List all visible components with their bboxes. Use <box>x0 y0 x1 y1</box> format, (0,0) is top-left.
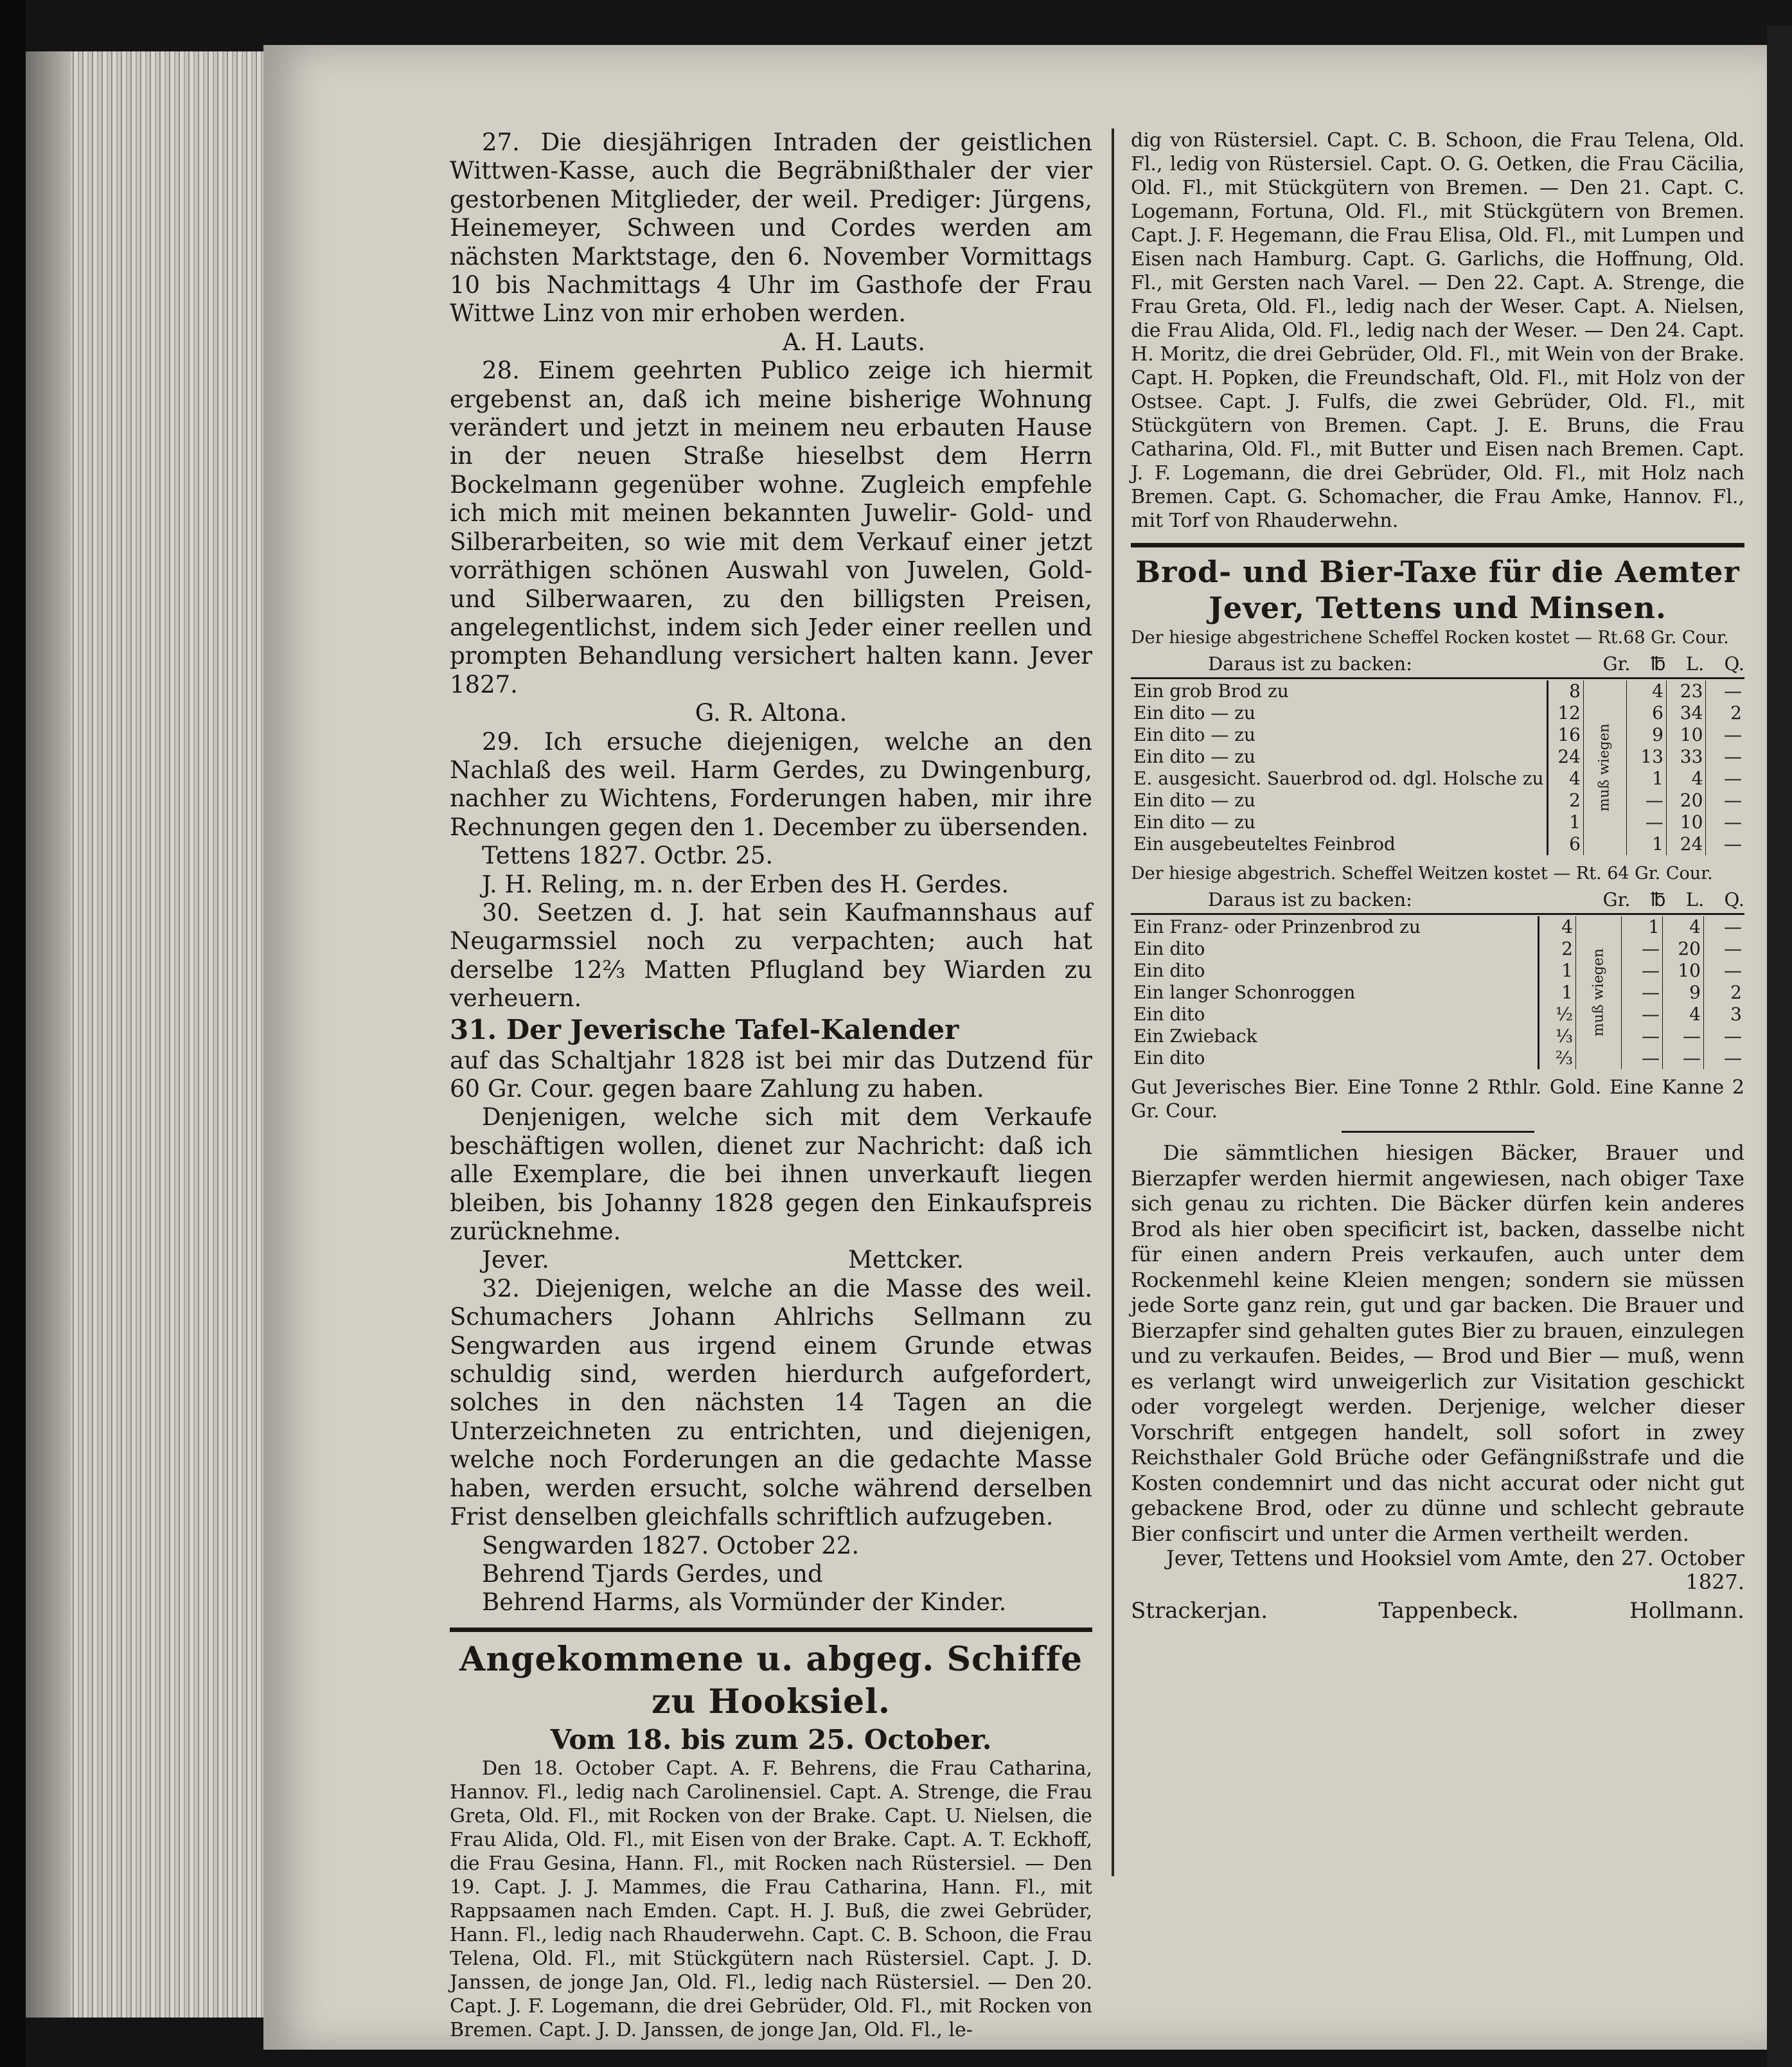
rye-cell-a: 9 <box>1627 724 1667 746</box>
rye-cell-c: — <box>1706 724 1744 746</box>
notice-30: 30. Seetzen d. J. hat sein Kaufmannshaus auf Neugarmssiel noch zu verpachten; auch hat derselbe 12⅔ Matten Pflugland bey Wiarden zu verheuern. <box>450 898 1092 1013</box>
rye-cell-b: 24 <box>1666 833 1706 855</box>
rye-table-header <box>1131 652 1744 679</box>
wheat-row <box>1131 1047 1744 1069</box>
notice-28-signature: G. R. Altona. <box>695 699 847 727</box>
col-quentin: Q. <box>1724 653 1744 675</box>
rye-row <box>1131 790 1744 812</box>
tax-heading-2: Jever, Tettens und Minsen. <box>1209 590 1667 625</box>
rye-row <box>1131 768 1744 790</box>
rye-row <box>1131 724 1744 746</box>
rye-row <box>1131 746 1744 768</box>
wheat-cell-c: — <box>1704 938 1745 960</box>
rye-cell-b: 23 <box>1666 680 1706 702</box>
wheat-cell-a: — <box>1622 1025 1663 1047</box>
rye-cell-item: Ein dito — zu <box>1133 702 1255 723</box>
wheat-cell-item: Ein dito <box>1133 960 1205 981</box>
notice-place-date: Jever, Tettens und Hooksiel vom Amte, den 27. October 1827. <box>1166 1546 1744 1594</box>
wheat-cell-b: 20 <box>1663 938 1704 960</box>
notice-31-signature: Mettcker. <box>848 1246 964 1274</box>
signer-1: Strackerjan. <box>1131 1598 1268 1624</box>
rye-cell-b: 33 <box>1666 746 1706 768</box>
wheat-cell-c: 2 <box>1704 982 1745 1004</box>
wheat-cell-gr: 4 <box>1539 916 1576 938</box>
rye-cell-item: Ein dito — zu <box>1133 724 1255 745</box>
notice-29-place: Tettens 1827. Octbr. 25. <box>482 842 774 870</box>
ships-heading: Angekommene u. abgeg. Schiffe zu Hooksiel. <box>459 1639 1083 1721</box>
rye-cell-gr: 12 <box>1547 702 1583 724</box>
wheat-must-weigh: muß wiegen <box>1576 916 1622 1069</box>
rye-cell-c: — <box>1706 680 1744 702</box>
notice-31-place: Jever. <box>482 1246 549 1274</box>
col-quentin-2: Q. <box>1724 889 1744 910</box>
rye-cell-gr: 8 <box>1547 680 1583 702</box>
wheat-cell-gr: ½ <box>1539 1004 1576 1025</box>
wheat-cell-gr: ⅔ <box>1539 1047 1576 1069</box>
signer-3: Hollmann. <box>1629 1598 1744 1624</box>
rye-cell-c: — <box>1706 768 1744 790</box>
rye-cell-c: — <box>1706 833 1744 855</box>
wheat-cell-b: 10 <box>1663 960 1704 982</box>
wheat-cell-a: — <box>1622 960 1663 982</box>
wheat-cell-c: 3 <box>1704 1004 1745 1025</box>
rye-cell-a: 1 <box>1627 768 1667 790</box>
wheat-cell-c: — <box>1704 1025 1745 1047</box>
wheat-row <box>1131 1004 1744 1025</box>
rye-cell-item: Ein ausgebeuteltes Feinbrod <box>1133 833 1396 855</box>
rye-cell-c: — <box>1706 790 1744 812</box>
wheat-row <box>1131 982 1744 1004</box>
wheat-cell-gr: 1 <box>1539 960 1576 982</box>
rye-cell-b: 34 <box>1666 702 1706 724</box>
col-pound-2: ℔ <box>1650 889 1666 910</box>
rye-cell-b: 20 <box>1666 790 1706 812</box>
rye-cell-gr: 4 <box>1547 768 1583 790</box>
column-divider <box>1112 129 1114 1876</box>
col-lot: L. <box>1685 653 1705 675</box>
wheat-price: Der hiesige abgestrich. Scheffel Weitzen kostet — Rt. 64 Gr. Cour. <box>1131 864 1713 883</box>
wheat-row <box>1131 916 1744 938</box>
bake-from-label-2: Daraus ist zu backen: <box>1208 889 1412 910</box>
wheat-cell-item: Ein dito <box>1133 938 1205 959</box>
notice-32-signature-1: Behrend Tjards Gerdes, und <box>482 1559 823 1588</box>
notice-27: 27. Die diesjährigen Intraden der geistlichen Wittwen-Kasse, auch die Begräbnißthaler der vier gestorbenen Mitglieder, der weil. Prediger: Jürgens, Heinemeyer, Schween und Cordes werden am nächsten Marktstage, den 6. November Vormittags 10 bis Nachmittags 4 Uhr im Gasthofe der Frau Wittwe Linz von mir erhoben werden. <box>450 129 1092 328</box>
ships-subheading: Vom 18. bis zum 25. October. <box>550 1723 992 1755</box>
wheat-cell-b: — <box>1663 1047 1704 1069</box>
rye-cell-item: Ein dito — zu <box>1133 812 1255 833</box>
rye-cell-a: 1 <box>1627 833 1667 855</box>
rye-cell-a: — <box>1627 790 1667 812</box>
rye-cell-a: 6 <box>1627 702 1667 724</box>
rye-price: Der hiesige abgestrichene Scheffel Rocken kostet — Rt.68 Gr. Cour. <box>1131 628 1729 648</box>
wheat-cell-gr: 2 <box>1539 938 1576 960</box>
rye-cell-gr: 2 <box>1547 790 1583 812</box>
wheat-cell-a: — <box>1622 938 1663 960</box>
rye-bread-table <box>1131 680 1744 855</box>
notice-32-signature-2: Behrend Harms, als Vormünder der Kinder. <box>482 1588 1007 1617</box>
wheat-cell-c: — <box>1704 960 1745 982</box>
rye-cell-c: — <box>1706 812 1744 833</box>
wheat-cell-a: — <box>1622 1004 1663 1025</box>
rye-must-weigh: muß wiegen <box>1583 680 1626 855</box>
scan-background <box>0 0 26 2067</box>
col-pound: ℔ <box>1650 653 1666 675</box>
rye-cell-gr: 24 <box>1547 746 1583 768</box>
wheat-cell-item: Ein Franz- oder Prinzenbrod zu <box>1133 916 1421 937</box>
beer-price: Gut Jeverisches Bier. Eine Tonne 2 Rthlr. Gold. Eine Kanne 2 Gr. Cour. <box>1131 1076 1744 1122</box>
rye-cell-b: 10 <box>1666 812 1706 833</box>
rye-cell-a: 4 <box>1627 680 1667 702</box>
ships-list: Den 18. October Capt. A. F. Behrens, die Frau Catharina, Hannov. Fl., ledig nach Carolinensiel. Capt. A. Strenge, die Frau Greta, Old. Fl., mit Rocken von der Brake. Capt. U. Nielsen, die Frau Alida, Old. Fl., mit Eisen von der Brake. Capt. A. T. Eckhoff, die Frau Gesina, Hann. Fl., mit Rocken nach Rüstersiel. — Den 19. Capt. J. J. Mammes, die Frau Catharina, Hann. Fl., mit Rappsaamen nach Emden. Capt. H. J. Buß, die zwei Gebrüder, Hann. Fl., ledig nach Rhauderwehn. Capt. C. B. Schoon, die Frau Telena, Old. Fl., mit Stückgütern nach Rüstersiel. Capt. J. D. Janssen, de jonge Jan, Old. Fl., ledig nach Rüstersiel. — Den 20. Capt. J. F. Logemann, die drei Gebrüder, Old. Fl., mit Rocken von Bremen. Capt. J. D. Janssen, de jonge Jan, Old. Fl., le- <box>450 1757 1092 2041</box>
rye-cell-b: 4 <box>1666 768 1706 790</box>
wheat-cell-b: 4 <box>1663 1004 1704 1025</box>
wheat-bread-table <box>1131 916 1744 1069</box>
ships-list-continued: dig von Rüstersiel. Capt. C. B. Schoon, die Frau Telena, Old. Fl., ledig von Rüstersiel. Capt. O. G. Oetken, die Frau Cäcilia, Old. Fl., mit Stückgütern von Bremen. — Den 21. Capt. C. Logemann, Fortuna, Old. Fl., mit Stückgütern von Bremen. Capt. J. F. Hegemann, die Frau Elisa, Old. Fl., mit Lumpen und Eisen nach Hamburg. Capt. G. Garlichs, die Hoffnung, Old. Fl., mit Gersten nach Varel. — Den 22. Capt. A. Strenge, die Frau Greta, Old. Fl., ledig nach der Weser. Capt. A. Nielsen, die Frau Alida, Old. Fl., ledig nach der Weser. — Den 24. Capt. H. Moritz, die drei Gebrüder, Old. Fl., mit Wein von der Brake. Capt. H. Popken, die Freundschaft, Old. Fl., mit Holz von der Ostsee. Capt. J. Fulfs, die zwei Gebrüder, Old. Fl., mit Stückgütern von Bremen. Capt. J. E. Bruns, die Frau Catharina, Old. Fl., mit Butter und Eisen nach Bremen. Capt. J. F. Logemann, die drei Gebrüder, Old. Fl., mit Holz nach Bremen. Capt. G. Schomacher, die Frau Amke, Hannov. Fl., mit Torf von Rhauderwehn. <box>1131 129 1744 532</box>
signatories <box>1131 1599 1744 1623</box>
wheat-row <box>1131 1025 1744 1047</box>
rye-cell-gr: 6 <box>1547 833 1583 855</box>
tax-heading-1: Brod- und Bier-Taxe für die Aemter <box>1135 554 1740 589</box>
rye-row <box>1131 680 1744 702</box>
wheat-cell-c: — <box>1704 916 1745 938</box>
wheat-cell-item: Ein dito <box>1133 1004 1205 1025</box>
rye-cell-item: Ein grob Brod zu <box>1133 680 1289 702</box>
notice-29-signature: J. H. Reling, m. n. der Erben des H. Gerdes. <box>482 870 1009 898</box>
rye-cell-item: Ein dito — zu <box>1133 746 1255 767</box>
short-rule <box>1342 1131 1534 1133</box>
section-rule <box>450 1628 1092 1632</box>
rye-row <box>1131 702 1744 724</box>
notice-32-place: Sengwarden 1827. October 22. <box>482 1531 860 1559</box>
col-gr-2: Gr. <box>1602 889 1631 910</box>
wheat-cell-b: 4 <box>1663 916 1704 938</box>
notice-31-text1: auf das Schaltjahr 1828 ist bei mir das Dutzend für 60 Gr. Cour. gegen baare Zahlung zu haben. <box>450 1046 1092 1103</box>
wheat-cell-b: — <box>1663 1025 1704 1047</box>
wheat-cell-item: Ein Zwieback <box>1133 1025 1257 1047</box>
left-column <box>450 129 1092 2042</box>
rye-row <box>1131 833 1744 855</box>
right-column <box>1131 129 1744 1623</box>
bakers-notice: Die sämmtlichen hiesigen Bäcker, Brauer und Bierzapfer werden hiermit angewiesen, nach obiger Taxe sich genau zu richten. Die Bäcker dürfen kein anderes Brod als hier oben specificirt ist, backen, dasselbe nicht für einen andern Preis verkaufen, auch unter dem Rockenmehl keine Kleien mengen; sondern sie müssen jede Sorte ganz rein, gut und gar backen. Die Brauer und Bierzapfer sind gehalten gutes Bier zu brauen, einzulegen und zu verkaufen. Beides, — Brod und Bier — muß, wenn es verlangt wird unweigerlich zur Visitation geschickt oder vorgelegt werden. Derjenige, welcher dieser Vorschrift entgegen handelt, soll sofort in zwey Reichsthaler Gold Brüche oder Gefängnißstrafe und die Kosten condemnirt und das nicht accurat oder nicht gut gebackene Brod, oder zu dünne und schlecht gebraute Bier confiscirt und unter die Armen vertheilt werden. <box>1131 1140 1744 1546</box>
notice-28: 28. Einem geehrten Publico zeige ich hiermit ergebenst an, daß ich meine bisherige Wohnung verändert und jetzt in meinem neu erbauten Hause in der neuen Straße hieselbst dem Herrn Bockelmann gegenüber wohne. Zugleich empfehle ich mich mit meinen bekannten Juwelir- Gold- und Silberarbeiten, so wie mit dem Verkauf einer jetzt vorräthigen schönen Auswahl von Juwelen, Gold- und Silberwaaren, zu den billigsten Preisen, angelegentlichst, indem sich Jeder einer reellen und prompten Behandlung versichert halten kann. Jever 1827. <box>450 357 1092 698</box>
rye-cell-gr: 1 <box>1547 812 1583 833</box>
section-rule <box>1131 543 1744 547</box>
notice-31-text2: Denjenigen, welche sich mit dem Verkaufe beschäftigen wollen, dienet zur Nachricht: daß ich alle Exemplare, die bei ihnen unverkauft liegen bleiben, bis Johanny 1828 gegen den Einkaufspreis zurücknehme. <box>450 1103 1092 1246</box>
col-lot-2: L. <box>1685 889 1705 910</box>
wheat-cell-a: 1 <box>1622 916 1663 938</box>
notice-31-title: 31. Der Jeverische Tafel-Kalender <box>450 1013 959 1045</box>
scan-background-right <box>1767 26 1792 2067</box>
wheat-cell-gr: 1 <box>1539 982 1576 1004</box>
notice-27-signature: A. H. Lauts. <box>782 328 925 356</box>
wheat-cell-item: Ein langer Schonroggen <box>1133 982 1356 1003</box>
notice-32: 32. Diejenigen, welche an die Masse des weil. Schumachers Johann Ahlrichs Sellmann zu Sengwarden aus irgend einem Grunde etwas schuldig sind, werden hierdurch aufgefordert, solches in den nächsten 14 Tagen an die Unterzeichneten zu entrichten, und diejenigen, welche noch Forderungen an die gedachte Masse haben, werden ersucht, solche während derselben Frist denselben gleichfalls schriftlich aufzugeben. <box>450 1274 1092 1531</box>
rye-cell-item: Ein dito — zu <box>1133 790 1255 811</box>
rye-row <box>1131 812 1744 833</box>
rye-cell-b: 10 <box>1666 724 1706 746</box>
newspaper-page <box>263 45 1767 2050</box>
wheat-cell-a: — <box>1622 1047 1663 1069</box>
rye-cell-c: — <box>1706 746 1744 768</box>
rye-cell-c: 2 <box>1706 702 1744 724</box>
wheat-row <box>1131 960 1744 982</box>
wheat-cell-a: — <box>1622 982 1663 1004</box>
wheat-row <box>1131 938 1744 960</box>
rye-cell-a: 13 <box>1627 746 1667 768</box>
bake-from-label: Daraus ist zu backen: <box>1208 653 1412 675</box>
wheat-cell-b: 9 <box>1663 982 1704 1004</box>
wheat-table-header <box>1131 888 1744 915</box>
rye-cell-item: E. ausgesicht. Sauerbrod od. dgl. Holsche zu <box>1133 768 1544 789</box>
wheat-cell-c: — <box>1704 1047 1745 1069</box>
rye-cell-gr: 16 <box>1547 724 1583 746</box>
signer-2: Tappenbeck. <box>1378 1598 1519 1624</box>
rye-cell-a: — <box>1627 812 1667 833</box>
wheat-cell-item: Ein dito <box>1133 1047 1205 1069</box>
col-gr: Gr. <box>1602 653 1631 675</box>
wheat-cell-gr: ⅓ <box>1539 1025 1576 1047</box>
book-page-edges <box>26 51 263 2018</box>
notice-29: 29. Ich ersuche diejenigen, welche an den Nachlaß des weil. Harm Gerdes, zu Dwingenburg, nachher zu Wichtens, Forderungen haben, mir ihre Rechnungen gegen den 1. December zu übersenden. <box>450 727 1092 841</box>
